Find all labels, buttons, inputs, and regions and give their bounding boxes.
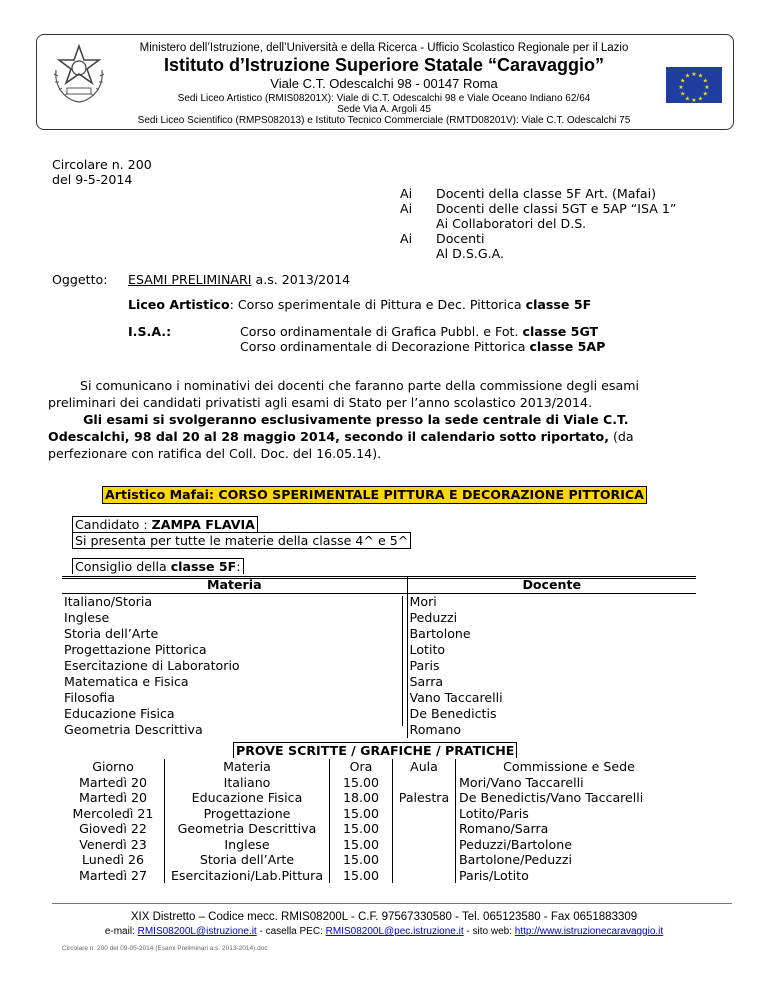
recipient-prefix: Ai xyxy=(400,186,413,201)
materia-cell: Filosofia xyxy=(62,690,407,706)
consiglio-table xyxy=(62,576,696,738)
docente-cell: Bartolone xyxy=(409,626,471,641)
table-top-rule xyxy=(62,578,696,579)
recipient-prefix: Ai xyxy=(400,201,413,216)
materia-cell: Geometria Descrittiva xyxy=(165,821,330,837)
body-line: Si comunicano i nominativi dei docenti che faranno parte della commissione degli esami xyxy=(48,378,639,393)
liceo-text: : Corso sperimentale di Pittura e Dec. Pittorica xyxy=(229,297,526,312)
liceo-class: classe 5F xyxy=(525,297,592,312)
table-row xyxy=(62,868,682,884)
svg-text:★: ★ xyxy=(697,72,704,80)
docente-cell: Lotito xyxy=(409,642,446,657)
consiglio-classe: classe 5F xyxy=(170,559,237,574)
web-label: - sito web: xyxy=(463,926,515,937)
commissione-cell: Peduzzi/Bartolone xyxy=(456,837,683,853)
giorno-cell: Martedì 27 xyxy=(79,867,147,883)
table-row xyxy=(62,626,696,642)
isa-line-2-class: classe 5AP xyxy=(529,339,606,354)
svg-text:★: ★ xyxy=(684,95,691,103)
materia-cell: Inglese xyxy=(165,837,330,853)
giorno-cell: Mercoledì 21 xyxy=(72,805,154,821)
ora-cell: 15.00 xyxy=(330,806,393,822)
footer-rule xyxy=(52,903,732,904)
ora-cell: 15.00 xyxy=(330,868,393,884)
ora-cell: 15.00 xyxy=(330,775,393,791)
giorno-cell: Martedì 20 xyxy=(79,790,147,805)
giorno-cell: Giovedì 22 xyxy=(79,821,147,836)
materia-cell: Storia dell’Arte xyxy=(62,626,407,642)
circolare-number: Circolare n. 200 xyxy=(52,157,152,172)
sedi-line-1: Sedi Liceo Artistico (RMIS08201X): Viale di C.T. Odescalchi 98 e Viale Oceano Indiano 62/64 xyxy=(177,93,591,104)
consiglio-colon: : xyxy=(236,559,241,574)
docente-cell: De Benedictis xyxy=(409,706,497,721)
materia-cell: Geometria Descrittiva xyxy=(62,722,407,738)
giorno-cell: Lunedì 26 xyxy=(81,852,145,867)
recipient-text: Docenti della classe 5F Art. (Mafai) xyxy=(436,186,657,201)
docente-cell: Vano Taccarelli xyxy=(409,690,503,705)
aula-cell xyxy=(393,868,456,884)
table-row xyxy=(62,722,696,738)
table-row xyxy=(62,852,682,868)
pec-link[interactable]: RMIS08200L@pec.istruzione.it xyxy=(325,926,464,937)
ora-cell: 18.00 xyxy=(330,790,393,806)
consiglio-label xyxy=(72,558,244,574)
svg-text:★: ★ xyxy=(680,90,686,98)
commissione-cell: De Benedictis/Vano Taccarelli xyxy=(456,790,683,806)
isa-line-2-text: Corso ordinamentale di Decorazione Pittorica xyxy=(240,339,530,354)
svg-text:★: ★ xyxy=(691,71,697,78)
giorno-cell: Martedì 20 xyxy=(79,774,147,790)
candidato-name: ZAMPA FLAVIA xyxy=(151,517,255,532)
sedi-line-3: Sedi Liceo Scientifico (RMPS082013) e Istituto Tecnico Commerciale (RMTD08201V): Viale C.T. Odescalchi 75 xyxy=(137,115,631,126)
candidato-note: Si presenta per tutte le materie della classe 4^ e 5^ xyxy=(72,532,411,549)
prove-title: PROVE SCRITTE / GRAFICHE / PRATICHE xyxy=(233,742,517,758)
recipient-text: Docenti delle classi 5GT e 5AP “ISA 1” xyxy=(436,201,677,216)
school-name: Istituto d’Istruzione Superiore Statale “Caravaggio” xyxy=(163,55,605,75)
prove-table xyxy=(62,759,682,883)
aula-cell xyxy=(393,821,456,837)
circolare-date: del 9-5-2014 xyxy=(52,172,133,187)
isa-label: I.S.A.: xyxy=(128,324,172,339)
table-header-row xyxy=(62,577,696,594)
aula-cell xyxy=(393,775,456,791)
table-row xyxy=(62,806,682,822)
oggetto-title-underlined: ESAMI PRELIMINARI xyxy=(128,272,252,287)
body-paragraph xyxy=(48,377,718,462)
candidato-line xyxy=(72,516,258,532)
recipient-text: Ai Collaboratori del D.S. xyxy=(436,216,587,231)
liceo-line xyxy=(128,297,591,312)
table-row xyxy=(62,821,682,837)
table-row xyxy=(62,837,682,853)
isa-line-2 xyxy=(240,339,605,354)
svg-text:★: ★ xyxy=(678,84,684,91)
header-docente: Docente xyxy=(407,577,696,594)
header-materia: Materia xyxy=(62,577,407,594)
isa-line-1-text: Corso ordinamentale di Grafica Pubbl. e Fot. xyxy=(240,324,523,339)
table-column-rule xyxy=(402,596,403,726)
table-row xyxy=(62,642,696,658)
email-link[interactable]: RMIS08200L@istruzione.it xyxy=(137,926,257,937)
docente-cell: Sarra xyxy=(409,674,444,689)
commissione-cell: Lotito/Paris xyxy=(456,806,683,822)
commissione-cell: Bartolone/Peduzzi xyxy=(456,852,683,868)
docente-cell: Mori xyxy=(409,594,437,609)
materia-cell: Esercitazioni/Lab.Pittura xyxy=(165,868,330,884)
svg-text:★: ★ xyxy=(702,90,708,98)
table-row xyxy=(62,610,696,626)
body-line: perfezionare con ratifica del Coll. Doc. del 16.05.14). xyxy=(48,446,382,461)
materia-cell: Progettazione Pittorica xyxy=(62,642,407,658)
school-address: Viale C.T. Odescalchi 98 - 00147 Roma xyxy=(270,76,498,91)
ora-cell: 15.00 xyxy=(330,852,393,868)
body-line: preliminari dei candidati privatisti agli esami di Stato per l’anno scolastico 2013/2014. xyxy=(48,395,593,410)
aula-cell xyxy=(393,806,456,822)
header-materia: Materia xyxy=(165,759,330,775)
commissione-cell: Romano/Sarra xyxy=(456,821,683,837)
ministry-line: Ministero dell’Istruzione, dell’Università e della Ricerca - Ufficio Scolastico Regionale per il Lazio xyxy=(139,42,629,54)
oggetto-label: Oggetto: xyxy=(52,272,108,287)
docente-cell: Paris xyxy=(409,658,440,673)
svg-text:★: ★ xyxy=(697,95,704,103)
materia-cell: Educazione Fisica xyxy=(165,790,330,806)
giorno-cell: Venerdì 23 xyxy=(79,836,147,852)
footer-contacts xyxy=(0,926,768,937)
table-row xyxy=(62,706,696,722)
website-link[interactable]: http://www.istruzionecaravaggio.it xyxy=(514,926,664,937)
svg-text:★: ★ xyxy=(702,77,708,85)
aula-cell: Palestra xyxy=(393,790,456,806)
oggetto-title xyxy=(128,272,350,287)
isa-line-1-class: classe 5GT xyxy=(522,324,599,339)
docente-cell: Peduzzi xyxy=(409,610,458,625)
header-giorno: Giorno xyxy=(92,759,134,774)
materia-cell: Esercitazione di Laboratorio xyxy=(62,658,407,674)
body-line-bold: Gli esami si svolgeranno esclusivamente presso la sede centrale di Viale C.T. xyxy=(48,412,629,427)
svg-text:★: ★ xyxy=(684,72,691,80)
materia-cell: Progettazione xyxy=(165,806,330,822)
sedi-line-2: Sede Via A. Argoli 45 xyxy=(337,104,431,115)
liceo-label: Liceo Artistico xyxy=(128,297,230,312)
eu-flag-icon xyxy=(666,67,722,103)
email-label: e-mail: xyxy=(104,926,138,937)
pec-label: - casella PEC: xyxy=(256,926,326,937)
ora-cell: 15.00 xyxy=(330,821,393,837)
republic-emblem-icon xyxy=(50,40,108,106)
table-row xyxy=(62,690,696,706)
table-header-row xyxy=(62,759,682,775)
header-aula: Aula xyxy=(393,759,456,775)
table-row xyxy=(62,775,682,791)
isa-line-1 xyxy=(240,324,598,339)
footer-info: XIX Distretto – Codice mecc. RMIS08200L - C.F. 97567330580 - Tel. 065123580 - Fax 0651883309 xyxy=(130,911,638,923)
materia-cell: Italiano/Storia xyxy=(62,594,407,611)
ora-cell: 15.00 xyxy=(330,837,393,853)
section-title: Artistico Mafai: CORSO SPERIMENTALE PITTURA E DECORAZIONE PITTORICA xyxy=(102,486,647,504)
header-ora: Ora xyxy=(330,759,393,775)
materia-cell: Matematica e Fisica xyxy=(62,674,407,690)
svg-text:★: ★ xyxy=(680,77,686,85)
table-row xyxy=(62,594,696,611)
body-line-bold: Odescalchi, 98 dal 20 al 28 maggio 2014, secondo il calendario sotto riportato, xyxy=(48,429,609,444)
materia-cell: Educazione Fisica xyxy=(62,706,407,722)
body-line-rest: (da xyxy=(608,429,634,444)
consiglio-text: Consiglio della xyxy=(75,559,171,574)
recipient-text: Docenti xyxy=(436,231,485,246)
materia-cell: Inglese xyxy=(62,610,407,626)
aula-cell xyxy=(393,852,456,868)
candidato-label: Candidato : xyxy=(75,517,152,532)
svg-text:★: ★ xyxy=(691,97,697,103)
table-row xyxy=(62,658,696,674)
materia-cell: Storia dell’Arte xyxy=(165,852,330,868)
materia-cell: Italiano xyxy=(165,775,330,791)
recipient-text: Al D.S.G.A. xyxy=(436,246,504,261)
table-row xyxy=(62,790,682,806)
recipient-prefix: Ai xyxy=(400,231,413,246)
commissione-cell: Paris/Lotito xyxy=(456,868,683,884)
svg-text:★: ★ xyxy=(704,84,710,91)
commissione-cell: Mori/Vano Taccarelli xyxy=(456,775,683,791)
table-row xyxy=(62,674,696,690)
oggetto-title-rest: a.s. 2013/2014 xyxy=(251,272,351,287)
header-commissione: Commissione e Sede xyxy=(456,759,683,775)
docente-cell: Romano xyxy=(409,722,462,737)
document-filename: Circolare n. 200 del 09-05-2014 (Esami Preliminari a.s. 2013-2014).doc xyxy=(62,945,268,952)
aula-cell xyxy=(393,837,456,853)
